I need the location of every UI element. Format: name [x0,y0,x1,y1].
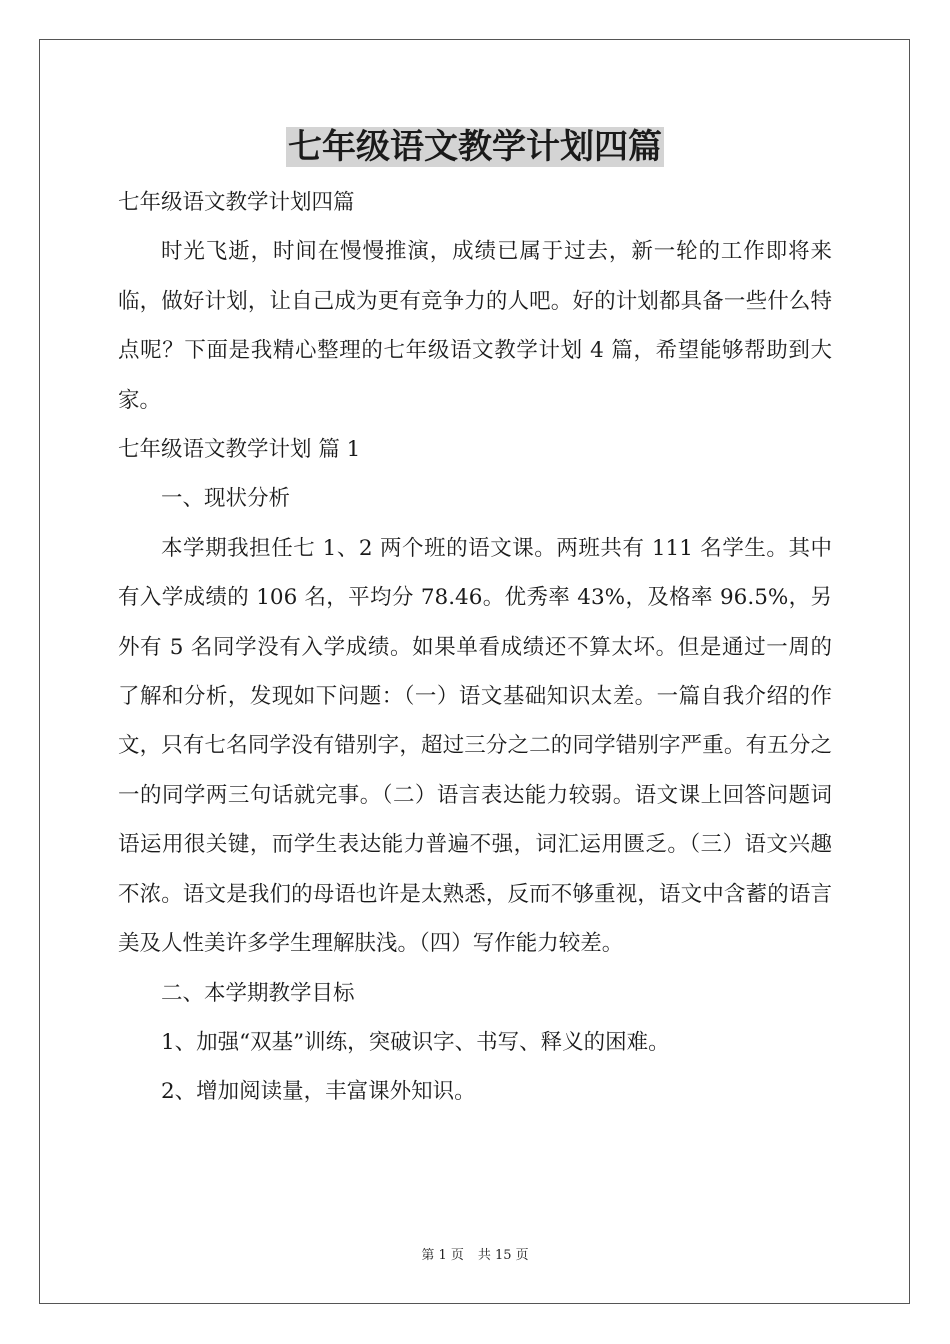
paragraph-subtitle: 七年级语文教学计划四篇 [118,190,355,215]
page-number: 第 1 页 [421,1248,464,1263]
paragraph-heading-goals: 二、本学期教学目标 [161,980,355,1006]
paragraph-goal-1: 1、加强“双基”训练，突破识字、书写、释义的困难。 [161,1029,670,1055]
page-footer [0,1247,950,1265]
document-title [0,125,950,169]
document-title-text: 七年级语文教学计划四篇 [288,127,662,167]
page-total: 共 15 页 [477,1248,529,1263]
paragraph-analysis-body: 本学期我担任七 1、2 两个班的语文课。两班共有 111 名学生。其中有入学成绩的 106 名，平均分 78.46。优秀率 43%，及格率 96.5%，另外有 5 名同学没有入学成绩。如果单看成绩还不算太坏。但是通过一周的了解和分析，发现如下问题：（一）语文基础知识太差。一篇自我介绍的作文，只有七名同学没有错别字，超过三分之二的同学错别字严重。有五分之一的同学两三句话就完事。（二）语言表达能力较弱。语文课上回答问题词语运用很关键，而学生表达能力普遍不强，词汇运用匮乏。（三）语文兴趣不浓。语文是我们的母语也许是太熟悉，反而不够重视，语文中含蓄的语言美及人性美许多学生理解肤浅。（四）写作能力较差。 [118,535,832,957]
paragraph-section-heading: 七年级语文教学计划 篇 1 [118,437,361,463]
document-body [118,178,832,1117]
paragraph-goal-2: 2、增加阅读量，丰富课外知识。 [161,1079,476,1105]
paragraph-intro: 时光飞逝，时间在慢慢推演，成绩已属于过去，新一轮的工作即将来临，做好计划，让自己成为更有竞争力的人吧。好的计划都具备一些什么特点呢？下面是我精心整理的七年级语文教学计划 4 篇，希望能够帮助到大家。 [118,239,832,413]
paragraph-heading-analysis: 一、现状分析 [161,486,291,512]
